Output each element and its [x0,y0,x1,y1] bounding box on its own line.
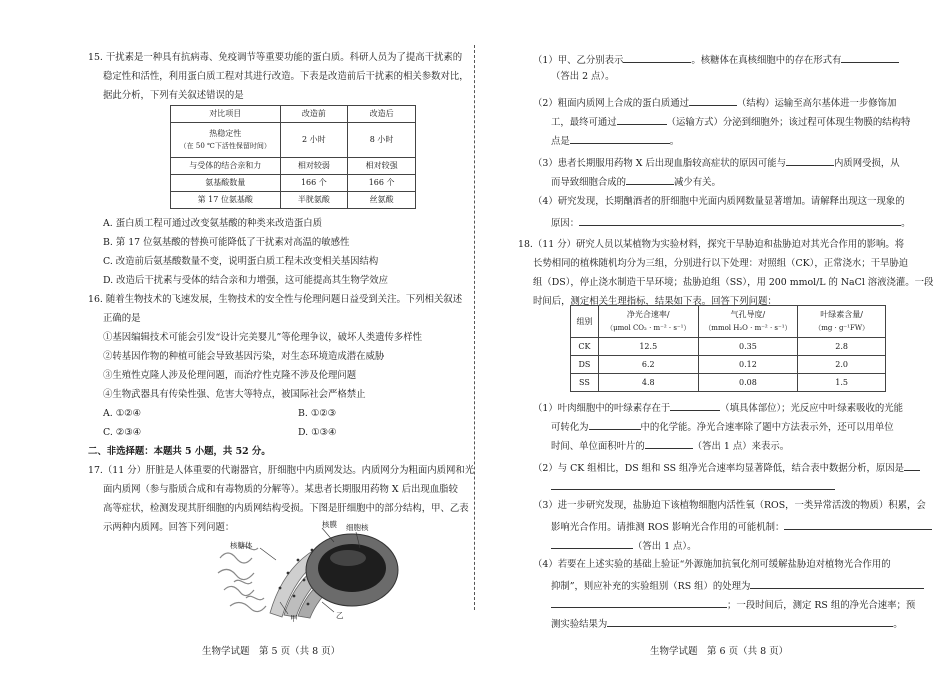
figure-label-jia: 甲 [290,614,298,622]
q18-stem-line1: 18.（11 分）研究人员以某植物为实验材料，探究干旱胁迫和盐胁迫对其光合作用的影响。将 [518,239,905,250]
q16-stem-line1: 16. 随着生物技术的飞速发展，生物技术的安全性与伦理问题日益受到关注。下列相关叙述 [88,294,463,305]
q17-part3-line2: 而导致细胞合成的 减少有关。 [551,177,721,188]
q18-th-unit: （mmol H₂O · m⁻² · s⁻¹） [704,324,792,332]
q18-cell: 2.0 [798,356,886,374]
q15-cell: 氨基酸数量 [171,175,281,192]
footer-page-5: 生物学试题 第 5 页（共 8 页） [202,646,341,657]
section-2-heading: 二、非选择题：本题共 5 小题，共 52 分。 [88,446,271,457]
q15-cell: 相对较强 [348,158,416,175]
q15-stem-line2: 稳定性和活性，利用蛋白质工程对其进行改造。下表是改造前后干扰素的相关参数对比， [103,71,469,82]
q15-option-d: D. 改造后干扰素与受体的结合亲和力增强，这可能提高其生物学效应 [103,275,389,286]
q18-th-net-photosynthesis [598,306,698,338]
figure-label-nucleus: 细胞核 [346,523,369,532]
q15-stem-line3: 据此分析，下列有关叙述错误的是 [103,90,244,101]
q16-item-3: ③生殖性克隆人涉及伦理问题，而治疗性克隆不涉及伦理问题 [103,370,357,381]
q17-part4-line1: （4）研究发现，长期酗酒者的肝细胞中光面内质网数量显著增加。请解释出现这一现象的 [533,196,905,207]
q15-th-item: 对比项目 [171,106,281,123]
smooth-er-icon [218,546,266,611]
q18-part4-line2: 抑制”，则应补充的实验组别（RS 组）的处理为 [551,579,924,591]
q15-cell: 166 个 [280,175,348,192]
q17-part1-line2: （答出 2 点）。 [551,71,615,82]
q17-stem-line3: 高等症状，检测发现其肝细胞的内质网结构受损。下图是肝细胞中的部分结构，甲、乙表 [103,503,469,514]
q18-part3-line2: 影响光合作用。请推测 ROS 影响光合作用的可能机制： [551,520,932,532]
q18-th-label: 净光合速率/ [626,310,670,319]
q18-cell: 6.2 [598,356,698,374]
q17-part3-line1: （3）患者长期服用药物 X 后出现血脂较高症状的原因可能与 内质网受损，从 [533,158,900,169]
q18-th-chlorophyll [798,306,886,338]
q15-stem-line1: 15. 干扰素是一种具有抗病毒、免疫调节等重要功能的蛋白质。科研人员为了提高干扰素的 [88,52,463,63]
q16-option-b: B. ①②③ [298,408,337,419]
q18-cell: 1.5 [798,374,886,392]
q15-th-before: 改造前 [280,106,348,123]
q15-cell: 166 个 [348,175,416,192]
q18-cell: 2.8 [798,338,886,356]
q16-stem-line2: 正确的是 [103,313,141,324]
q17-part2-line3: 点是 。 [551,136,680,147]
q17-stem-line1: 17.（11 分）肝脏是人体重要的代谢器官，肝细胞中内质网发达。内质网分为粗面内质网和光 [88,465,475,476]
q16-option-c: C. ②③④ [103,427,142,438]
q15-cell: 与受体的结合亲和力 [171,158,281,175]
q18-cell: SS [571,374,599,392]
q16-item-1: ①基因编辑技术可能会引发“设计完美婴儿”等伦理争议，破坏人类遗传多样性 [103,332,422,343]
q18-part1-line1: （1）叶肉细胞中的叶绿素存在于 （填具体部位）；光反应中叶绿素吸收的光能 [533,403,904,414]
q16-item-2: ②转基因作物的种植可能会导致基因污染，对生态环境造成潜在威胁 [103,351,385,362]
q18-th-stomatal [698,306,798,338]
q15-cell: 相对较弱 [280,158,348,175]
q17-part1-line1: （1）甲、乙分别表示 。核糖体在真核细胞中的存在形式有 [533,53,899,65]
q18-cell: 4.8 [598,374,698,392]
q18-part3-line3: （答出 1 点）。 [551,539,696,551]
q17-stem-line2: 面内质网（参与脂质合成和有毒物质的分解等）。某患者长期服用药物 X 后出现血脂较 [103,484,458,495]
q15-cell: 丝氨酸 [348,192,416,209]
q18-part1-line3: 时间、单位面积叶片的 （答出 1 点）来表示。 [551,441,790,452]
q18-part4-line3: ；一段时间后，测定 RS 组的净光合速率；预 [551,598,915,610]
liver-cell-figure [210,518,410,622]
q18-th-unit: （mg · g⁻¹FW） [814,324,870,332]
q18-part1-line2: 可转化为 中的化学能。净光合速率除了题中方法表示外，还可以用单位 [551,422,894,433]
q18-cell: 0.08 [698,374,798,392]
q18-stem-line4: 时间后，测定相关生理指标，结果如下表。回答下列问题： [533,296,777,307]
q18-table [570,305,886,392]
q18-cell: 0.12 [698,356,798,374]
q18-cell: 0.35 [698,338,798,356]
q18-part2-line1: （2）与 CK 组相比，DS 组和 SS 组净光合速率均显著降低，结合表中数据分析，原因是 [533,461,920,473]
q15-cell: 8 小时 [348,123,416,158]
q18-cell: DS [571,356,599,374]
q18-th-unit: （μmol CO₂ · m⁻² · s⁻¹） [606,324,691,332]
q16-item-4: ④生物武器具有传染性强、危害大等特点，被国际社会严格禁止 [103,389,366,400]
q15-cell: 第 17 位氨基酸 [171,192,281,209]
q15-row1-sublabel: （在 50 ℃下活性保留时间） [179,142,271,150]
q16-option-d: D. ①③④ [298,427,337,438]
q15-row1-label: 热稳定性 [209,129,242,138]
q15-option-c: C. 改造前后氨基酸数量不变，说明蛋白质工程未改变相关基因结构 [103,256,379,267]
q15-option-b: B. 第 17 位氨基酸的替换可能降低了干扰素对高温的敏感性 [103,237,350,248]
q18-cell: CK [571,338,599,356]
q15-cell: 半胱氨酸 [280,192,348,209]
q15-option-a: A. 蛋白质工程可通过改变氨基酸的种类来改造蛋白质 [103,218,322,229]
figure-label-ribosome: 核糖体 [230,541,253,550]
q18-part4-line1: （4）若要在上述实验的基础上验证“外源施加抗氧化剂可缓解盐胁迫对植物光合作用的 [533,559,891,570]
figure-label-yi: 乙 [336,611,344,620]
q17-part2-line2: 工，最终可通过 （运输方式）分泌到细胞外；该过程可体现生物膜的结构特 [551,117,911,128]
q15-table [170,105,416,209]
q18-cell: 12.5 [598,338,698,356]
q17-stem-line4: 示两种内质网。回答下列问题： [103,522,235,533]
q18-th-label: 气孔导度/ [730,310,766,319]
q18-part2-line2 [551,480,835,492]
q17-part4-line2: 原因： 。 [551,218,911,229]
q15-th-after: 改造后 [348,106,416,123]
q18-part3-line1: （3）进一步研究发现，盐胁迫下该植物细胞内活性氧（ROS，一类异常活泼的物质）积累，会 [533,500,926,511]
q18-th-label: 叶绿素含量/ [820,310,863,319]
q18-th-group: 组别 [571,306,599,338]
q18-stem-line3: 组（DS），停止浇水制造干旱环境；盐胁迫组（SS），用 200 mmol/L 的 NaCl 溶液浇灌。一段 [533,277,934,288]
q15-cell: 2 小时 [280,123,348,158]
right-page [475,0,950,688]
figure-label-nuclear-membrane: 核膜 [322,520,337,529]
q15-cell [171,123,281,158]
q17-part2-line1: （2）粗面内质网上合成的蛋白质通过 （结构）运输至高尔基体进一步修饰加 [533,98,897,109]
q18-stem-line2: 长势相同的植株随机均分为三组，分别进行以下处理：对照组（CK），正常浇水；干旱胁迫 [533,258,909,269]
footer-page-6: 生物学试题 第 6 页（共 8 页） [650,646,789,657]
q18-part4-line4: 测实验结果为 。 [551,619,903,630]
q16-option-a: A. ①②④ [103,408,141,419]
nucleus-icon [306,534,398,606]
